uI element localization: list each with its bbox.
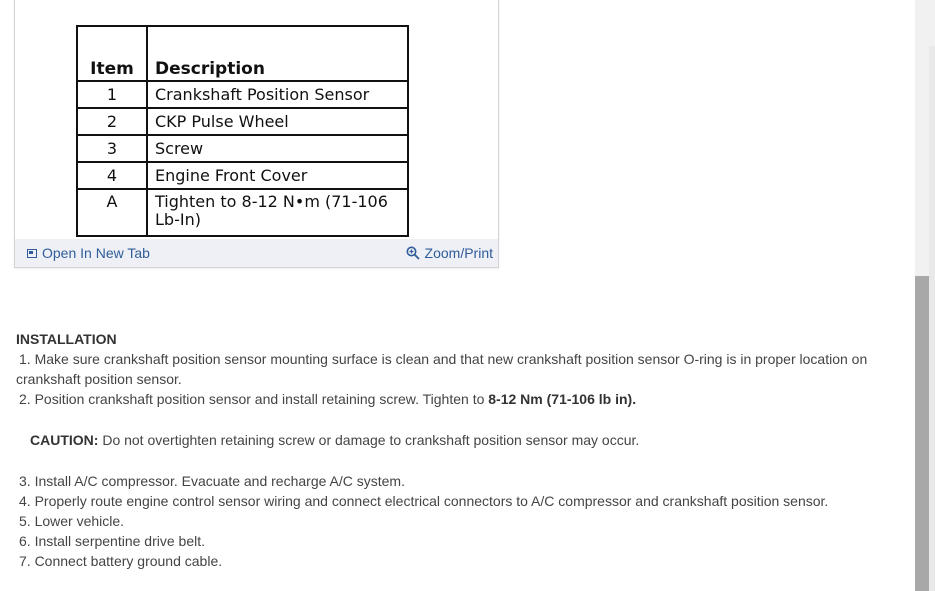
installation-heading: INSTALLATION [16,331,117,347]
legend-description-cell: Screw [147,135,408,162]
legend-description-cell: Tighten to 8-12 N•m (71-106 Lb-In) [147,189,408,236]
open-in-new-tab-label: Open In New Tab [42,245,150,261]
step-text: 2. Position crankshaft position sensor and install retaining screw. Tighten to [19,391,489,407]
legend-row [77,162,408,189]
figure-footer [15,239,498,267]
step-text: 6. Install serpentine drive belt. [19,533,205,549]
step-text: 7. Connect battery ground cable. [19,553,223,569]
legend-item-cell: 2 [77,108,147,135]
installation-step [16,349,896,389]
step-text: 5. Lower vehicle. [19,513,125,529]
step-text: 3. Install A/C compressor. Evacuate and recharge A/C system. [19,473,405,489]
open-in-new-tab-link[interactable] [27,245,150,261]
legend-row [77,189,408,236]
legend-row [77,108,408,135]
scrollbar-edge [929,46,935,591]
legend-item-cell: 3 [77,135,147,162]
installation-step [16,491,896,511]
zoom-print-link[interactable] [406,245,493,261]
installation-step [16,551,896,571]
legend-header-description: Description [147,26,408,81]
legend-description-cell: CKP Pulse Wheel [147,108,408,135]
legend-description-cell: Engine Front Cover [147,162,408,189]
legend-item-cell: 4 [77,162,147,189]
legend-row [77,135,408,162]
legend-header-row [77,26,408,81]
legend-figure-image [15,0,498,239]
legend-item-cell: A [77,189,147,236]
legend-header-item: Item [77,26,147,81]
legend-description-cell: Crankshaft Position Sensor [147,81,408,108]
installation-step [16,531,896,551]
step-text: 1. Make sure crankshaft position sensor mounting surface is clean and that new crankshaft position sensor O-ring is in proper location on crankshaft position sensor. [16,351,868,387]
legend-row [77,81,408,108]
installation-step [16,471,896,491]
legend-table [76,25,409,237]
installation-section [16,329,896,571]
caution-label: CAUTION: [30,432,99,448]
installation-step [16,511,896,531]
legend-item-cell: 1 [77,81,147,108]
figure-card [14,0,499,268]
open-in-new-tab-icon [27,249,37,258]
torque-spec: 8-12 Nm (71-106 lb in). [488,391,637,407]
installation-step [16,389,896,409]
zoom-magnifier-icon [406,246,420,260]
caution-note [16,430,896,450]
scrollbar-thumb[interactable] [915,276,929,591]
zoom-print-label: Zoom/Print [424,245,493,261]
step-text: 4. Properly route engine control sensor wiring and connect electrical connectors to A/C compressor and crankshaft position sensor. [19,493,829,509]
caution-text: Do not overtighten retaining screw or damage to crankshaft position sensor may occur. [98,432,640,448]
